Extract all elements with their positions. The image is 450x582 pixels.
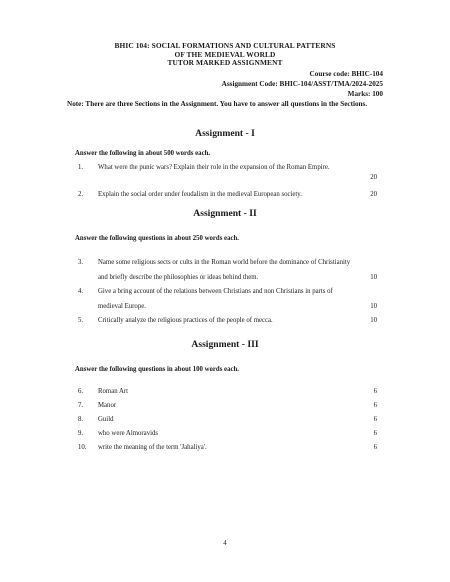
question-text: write the meaning of the term 'Jahaliya'. [98, 444, 207, 451]
question-marks: 20 [370, 173, 377, 181]
section-heading: Assignment - III [191, 339, 259, 350]
question-number: 6. [78, 388, 84, 395]
question-marks: 6 [373, 388, 377, 395]
question-marks: 6 [373, 416, 377, 423]
question-marks: 6 [373, 402, 377, 409]
question-number: 5. [78, 317, 84, 324]
question-marks: 6 [373, 430, 377, 437]
section-instruction: Answer the following questions in about 250 words each. [75, 235, 239, 242]
question-text: Name some religious sects or cults in the Roman world before the dominance of Christianity and briefly describe the philosophies or ideas behind them. [98, 259, 351, 281]
question-marks: 10 [370, 273, 377, 281]
course-title-line-2: OF THE MEDIEVAL WORLD [174, 49, 276, 59]
assignment-code: Assignment Code: BHIC-104/ASST/TMA/2024-2025 [221, 80, 383, 88]
instructions-note: Note: There are three Sections in the Assignment. You have to answer all questions in the Sections. [67, 100, 368, 108]
question-number: 10. [78, 444, 87, 451]
question-number: 2. [78, 191, 84, 198]
question-text: Explain the social order under feudalism in the medieval European society. [98, 191, 302, 198]
question-text: who were Almoravids [98, 430, 159, 437]
question-number: 7. [78, 402, 84, 409]
question-text: Guild [98, 416, 114, 423]
section-heading: Assignment - II [193, 208, 257, 219]
question-text: Critically analyze the religious practices of the people of mecca. [98, 317, 273, 324]
question-number: 1. [78, 164, 84, 171]
question-marks: 6 [373, 444, 377, 451]
question-marks: 10 [370, 302, 377, 310]
assignment-type-title: TUTOR MARKED ASSIGNMENT [167, 58, 283, 67]
question-text: What were the punic wars? Explain their role in the expansion of the Roman Empire. [98, 164, 330, 171]
question-number: 9. [78, 430, 84, 437]
question-number: 8. [78, 416, 84, 423]
question-number: 3. [78, 259, 84, 266]
section-heading: Assignment - I [195, 128, 255, 139]
question-text: Manor [98, 402, 117, 409]
page-number: 4 [223, 540, 227, 547]
course-code: Course code: BHIC-104 [309, 70, 383, 78]
total-marks: Marks: 100 [347, 90, 383, 98]
section-instruction: Answer the following questions in about 100 words each. [75, 366, 239, 373]
question-marks: 20 [370, 191, 377, 198]
section-instruction: Answer the following in about 500 words each. [75, 150, 211, 157]
question-marks: 10 [370, 317, 377, 324]
question-text: Roman Art [98, 388, 129, 395]
question-text: Give a bring account of the relations between Christians and non Christians in parts of medieval Europe. [98, 288, 333, 310]
course-title-line-1: BHIC 104: SOCIAL FORMATIONS AND CULTURAL PATTERNS [114, 41, 336, 50]
question-number: 4. [78, 288, 84, 295]
